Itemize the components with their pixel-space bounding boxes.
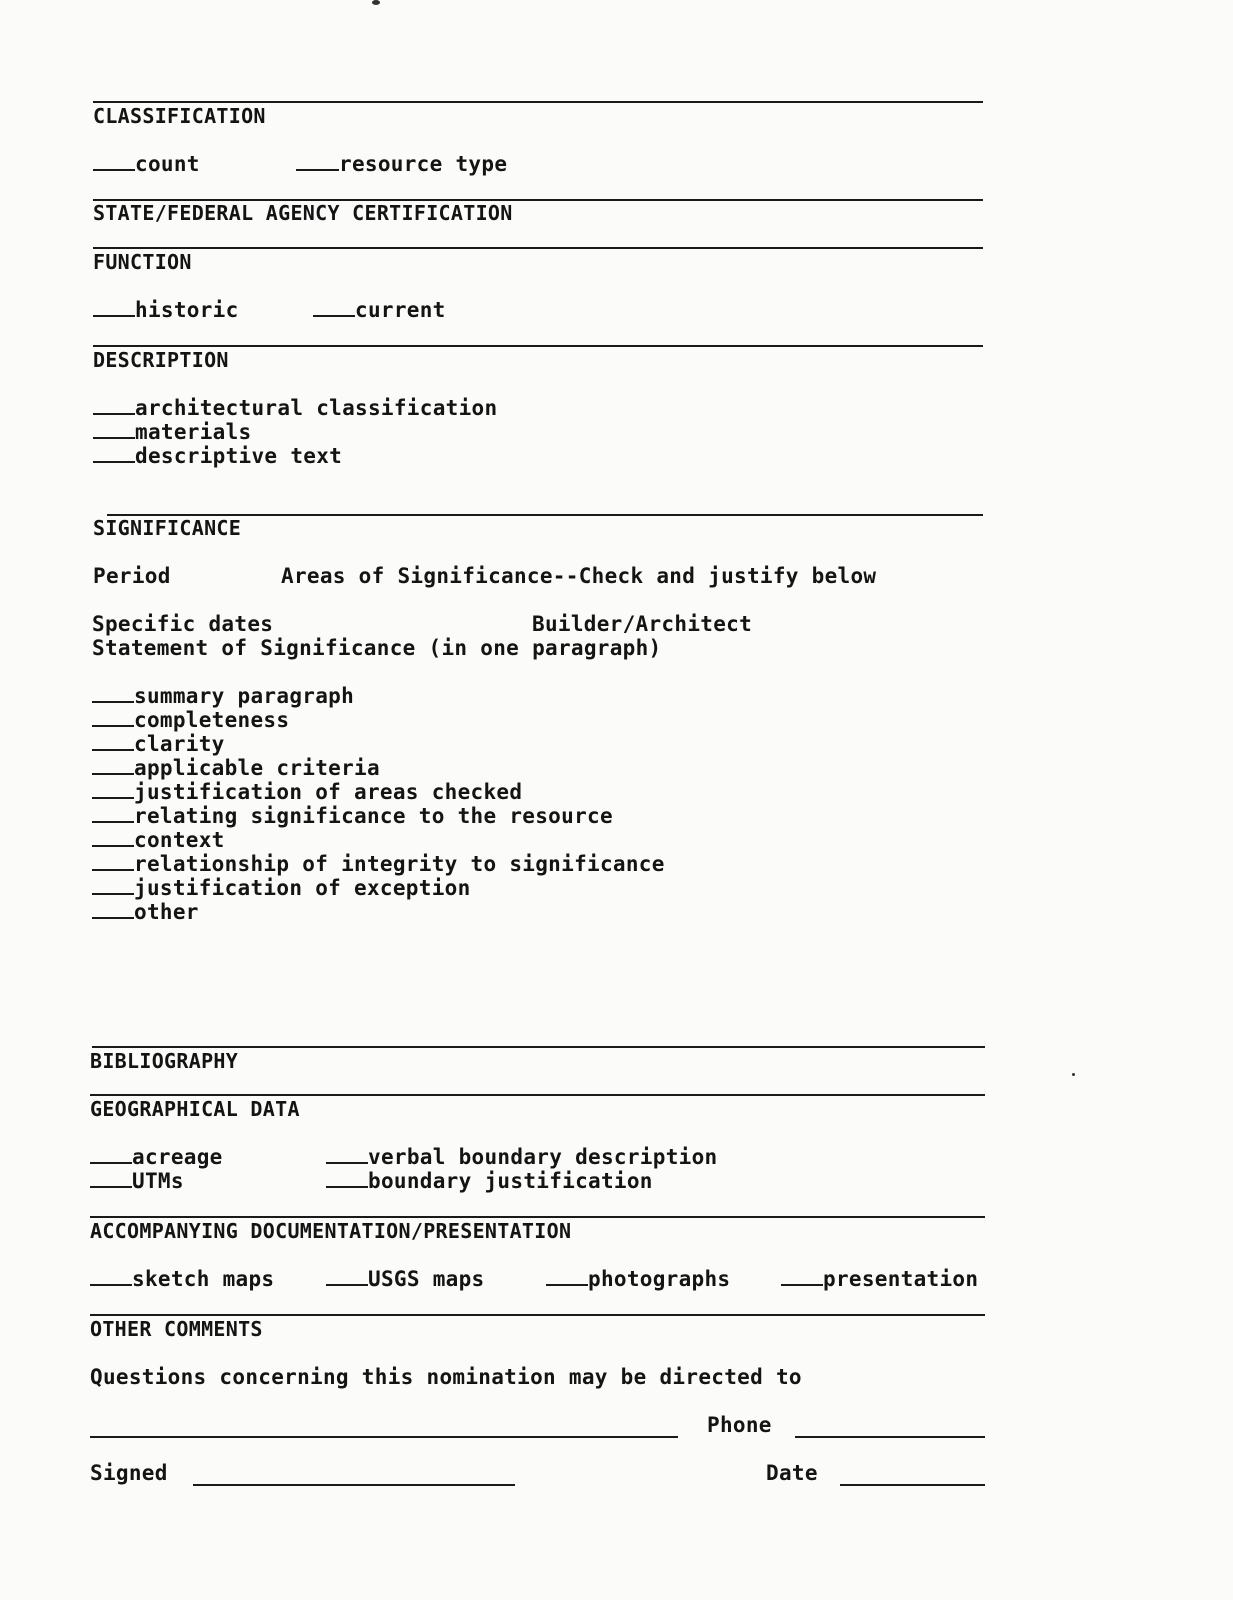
classification-heading: CLASSIFICATION: [93, 104, 266, 128]
check-blank[interactable]: [90, 1268, 132, 1286]
checklist-item-applicable-criteria[interactable]: applicable criteria: [92, 756, 380, 780]
check-blank[interactable]: [92, 685, 134, 703]
contact-name-line[interactable]: [90, 1436, 678, 1438]
check-blank[interactable]: [93, 445, 135, 463]
geographical-data-heading: GEOGRAPHICAL DATA: [90, 1097, 300, 1121]
check-blank[interactable]: [93, 153, 135, 171]
section-rule: [90, 1094, 985, 1096]
check-blank[interactable]: [92, 829, 134, 847]
areas-of-significance-label: Areas of Significance--Check and justify below: [281, 564, 877, 588]
check-blank[interactable]: [92, 781, 134, 799]
bibliography-heading: BIBLIOGRAPHY: [90, 1049, 239, 1073]
period-label: Period: [93, 564, 171, 588]
check-blank[interactable]: [546, 1268, 588, 1286]
check-blank[interactable]: [326, 1268, 368, 1286]
checklist-item-photographs[interactable]: photographs: [546, 1267, 730, 1291]
check-blank[interactable]: [90, 1146, 132, 1164]
questions-directed-to-text: Questions concerning this nomination may be directed to: [90, 1365, 802, 1389]
section-rule: [93, 345, 983, 347]
checklist-item-other[interactable]: other: [92, 900, 199, 924]
date-line[interactable]: [840, 1484, 985, 1486]
checklist-item-acreage[interactable]: acreage: [90, 1145, 223, 1169]
signature-line[interactable]: [193, 1484, 515, 1486]
check-blank[interactable]: [326, 1146, 368, 1164]
checklist-item-utms[interactable]: UTMs: [90, 1169, 184, 1193]
section-rule: [90, 1314, 985, 1316]
checklist-item-architectural-classification[interactable]: architectural classification: [93, 396, 497, 420]
date-label: Date: [766, 1461, 818, 1485]
checklist-item-presentation[interactable]: presentation: [781, 1267, 978, 1291]
phone-label: Phone: [707, 1413, 772, 1437]
scan-speck: [1072, 1073, 1075, 1076]
function-heading: FUNCTION: [93, 250, 192, 274]
check-blank[interactable]: [92, 853, 134, 871]
checklist-item-completeness[interactable]: completeness: [92, 708, 289, 732]
description-heading: DESCRIPTION: [93, 348, 229, 372]
checklist-item-sketch-maps[interactable]: sketch maps: [90, 1267, 274, 1291]
certification-heading: STATE/FEDERAL AGENCY CERTIFICATION: [93, 201, 513, 225]
phone-line[interactable]: [795, 1436, 985, 1438]
checklist-item-count[interactable]: count: [93, 152, 200, 176]
checklist-item-descriptive-text[interactable]: descriptive text: [93, 444, 342, 468]
checklist-item-relationship-of-integrity[interactable]: relationship of integrity to significance: [92, 852, 665, 876]
checklist-item-verbal-boundary[interactable]: verbal boundary description: [326, 1145, 717, 1169]
section-rule: [92, 1046, 985, 1048]
checklist-item-boundary-justification[interactable]: boundary justification: [326, 1169, 653, 1193]
check-blank[interactable]: [93, 421, 135, 439]
significance-heading: SIGNIFICANCE: [93, 516, 242, 540]
specific-dates-label: Specific dates: [92, 612, 274, 636]
checklist-item-usgs-maps[interactable]: USGS maps: [326, 1267, 485, 1291]
checklist-item-resource-type[interactable]: resource type: [296, 152, 507, 176]
section-rule: [93, 247, 983, 249]
checklist-item-historic[interactable]: historic: [93, 298, 239, 322]
check-blank[interactable]: [92, 901, 134, 919]
checklist-item-summary-paragraph[interactable]: summary paragraph: [92, 684, 354, 708]
section-rule: [93, 101, 983, 103]
checklist-item-clarity[interactable]: clarity: [92, 732, 225, 756]
checklist-item-justification-of-exception[interactable]: justification of exception: [92, 876, 471, 900]
checklist-item-context[interactable]: context: [92, 828, 225, 852]
signed-label: Signed: [90, 1461, 168, 1485]
section-rule: [90, 1216, 985, 1218]
documentation-heading: ACCOMPANYING DOCUMENTATION/PRESENTATION: [90, 1219, 572, 1243]
check-blank[interactable]: [92, 757, 134, 775]
builder-architect-label: Builder/Architect: [532, 612, 753, 636]
check-blank[interactable]: [92, 733, 134, 751]
check-blank[interactable]: [93, 299, 135, 317]
checklist-item-current[interactable]: current: [313, 298, 446, 322]
check-blank[interactable]: [92, 709, 134, 727]
check-blank[interactable]: [296, 153, 339, 171]
check-blank[interactable]: [326, 1170, 368, 1188]
check-blank[interactable]: [92, 877, 134, 895]
checklist-item-relating-significance[interactable]: relating significance to the resource: [92, 804, 613, 828]
check-blank[interactable]: [92, 805, 134, 823]
scan-speck: [372, 0, 380, 5]
checklist-item-justification-of-areas[interactable]: justification of areas checked: [92, 780, 522, 804]
check-blank[interactable]: [781, 1268, 823, 1286]
check-blank[interactable]: [90, 1170, 132, 1188]
checklist-item-materials[interactable]: materials: [93, 420, 252, 444]
check-blank[interactable]: [313, 299, 355, 317]
statement-of-significance-label: Statement of Significance (in one paragraph): [92, 636, 662, 660]
check-blank[interactable]: [93, 397, 135, 415]
other-comments-heading: OTHER COMMENTS: [90, 1317, 263, 1341]
